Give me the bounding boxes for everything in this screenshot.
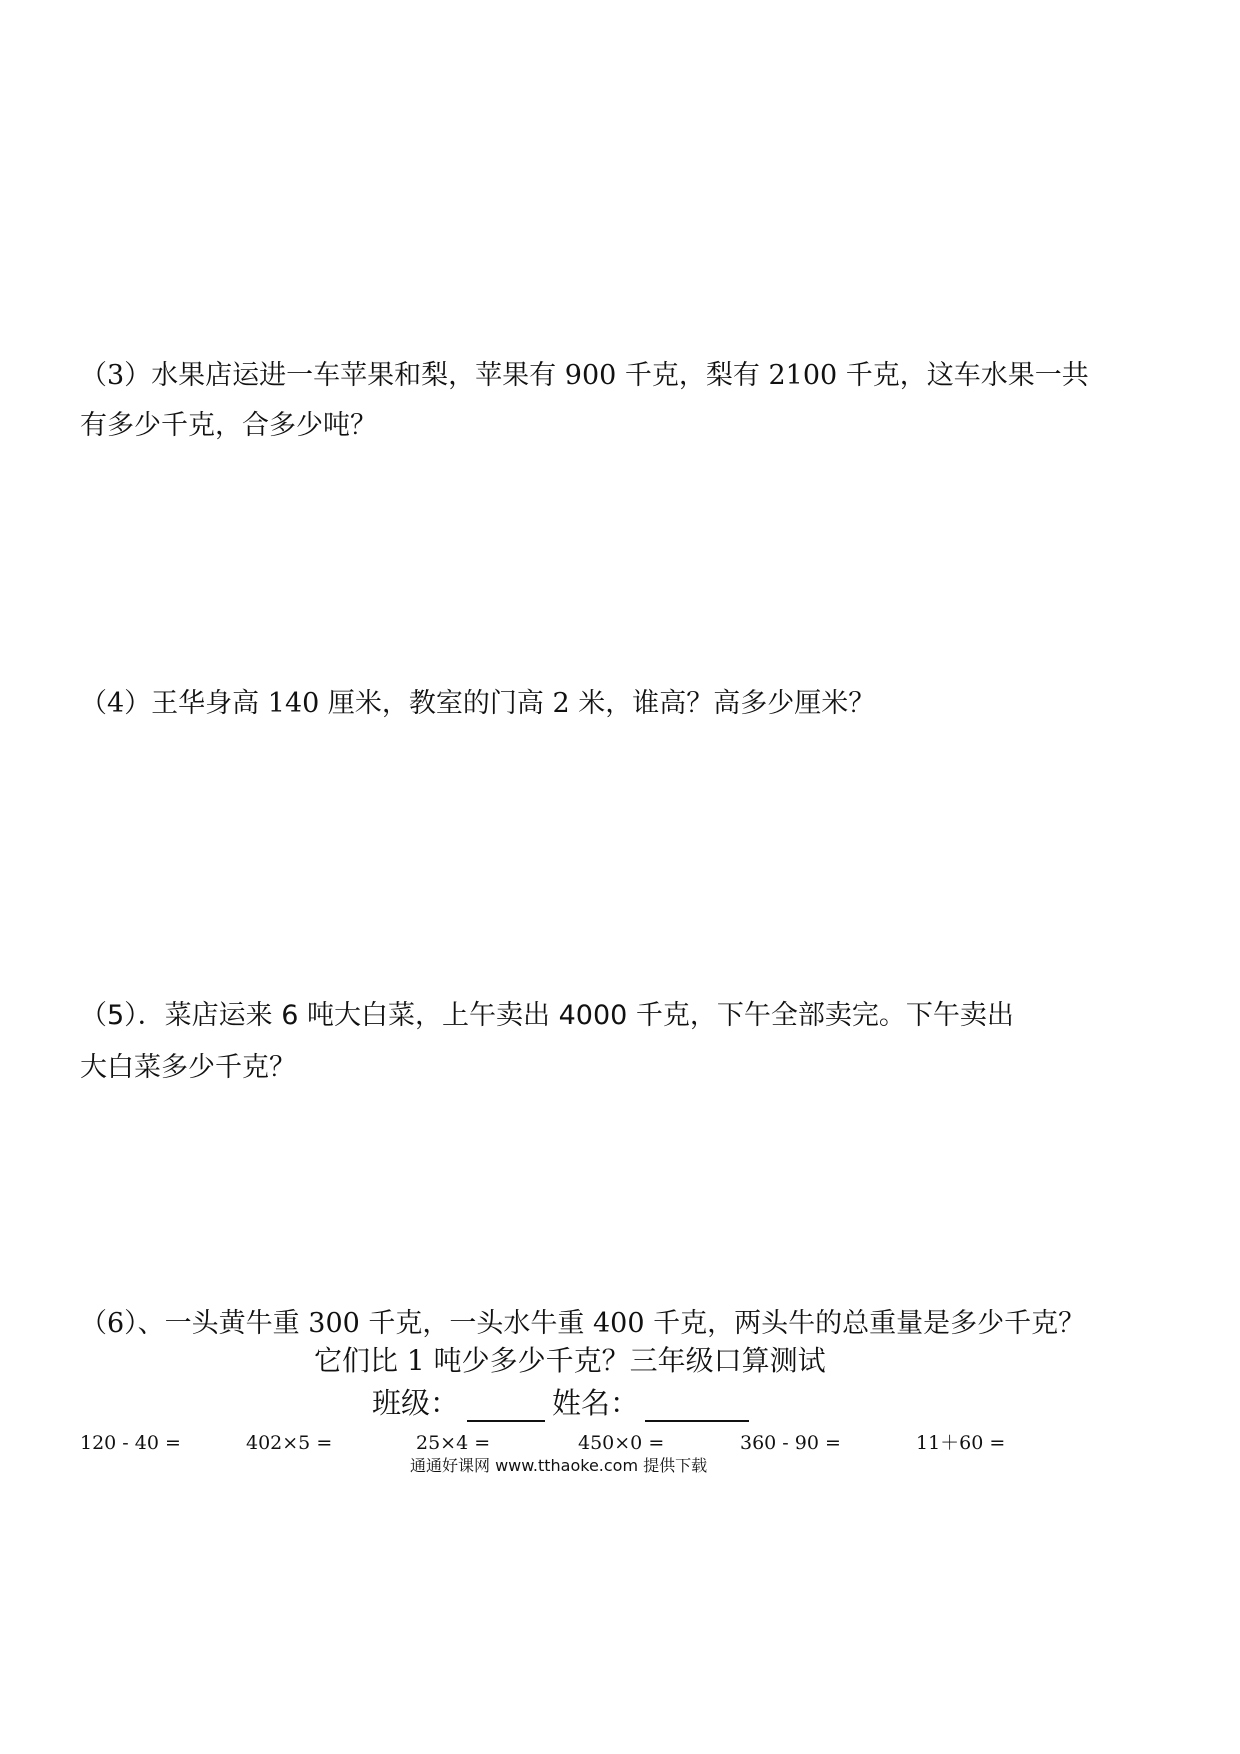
calc-item-3: 25×4 =	[416, 1432, 491, 1454]
class-label: 班级：	[372, 1386, 460, 1420]
problem-6-line-1: （6）、一头黄牛重 300 千克，一头水牛重 400 千克，两头牛的总重量是多少千克？	[80, 1308, 1086, 1339]
footer-credit: 通通好课网 www.tthaoke.com 提供下载	[410, 1456, 708, 1475]
calc-item-5: 360 - 90 =	[740, 1432, 841, 1454]
name-blank[interactable]	[645, 1390, 749, 1422]
calc-item-2: 402×5 =	[246, 1432, 333, 1454]
problem-5-line-2: 大白菜多少千克？	[80, 1052, 296, 1083]
calc-item-1: 120 - 40 =	[80, 1432, 181, 1454]
class-blank[interactable]	[467, 1390, 545, 1422]
name-field	[552, 1384, 749, 1422]
problem-4-line-1: （4）王华身高 140 厘米，教室的门高 2 米，谁高？高多少厘米？	[80, 688, 876, 719]
problem-6-line-2-and-test-title: 它们比 1 吨少多少千克？三年级口算测试	[314, 1344, 826, 1377]
problem-3-line-2: 有多少千克，合多少吨？	[80, 410, 377, 441]
class-field	[372, 1384, 545, 1422]
name-label: 姓名：	[552, 1386, 640, 1420]
problem-5-line-1: （5）．菜店运来 6 吨大白菜，上午卖出 4000 千克，下午全部卖完。下午卖出	[80, 1000, 1014, 1031]
calc-item-6: 11＋60 =	[916, 1432, 1006, 1454]
problem-3-line-1: （3）水果店运进一车苹果和梨，苹果有 900 千克，梨有 2100 千克，这车水果一共	[80, 360, 1089, 391]
calc-item-4: 450×0 =	[578, 1432, 665, 1454]
